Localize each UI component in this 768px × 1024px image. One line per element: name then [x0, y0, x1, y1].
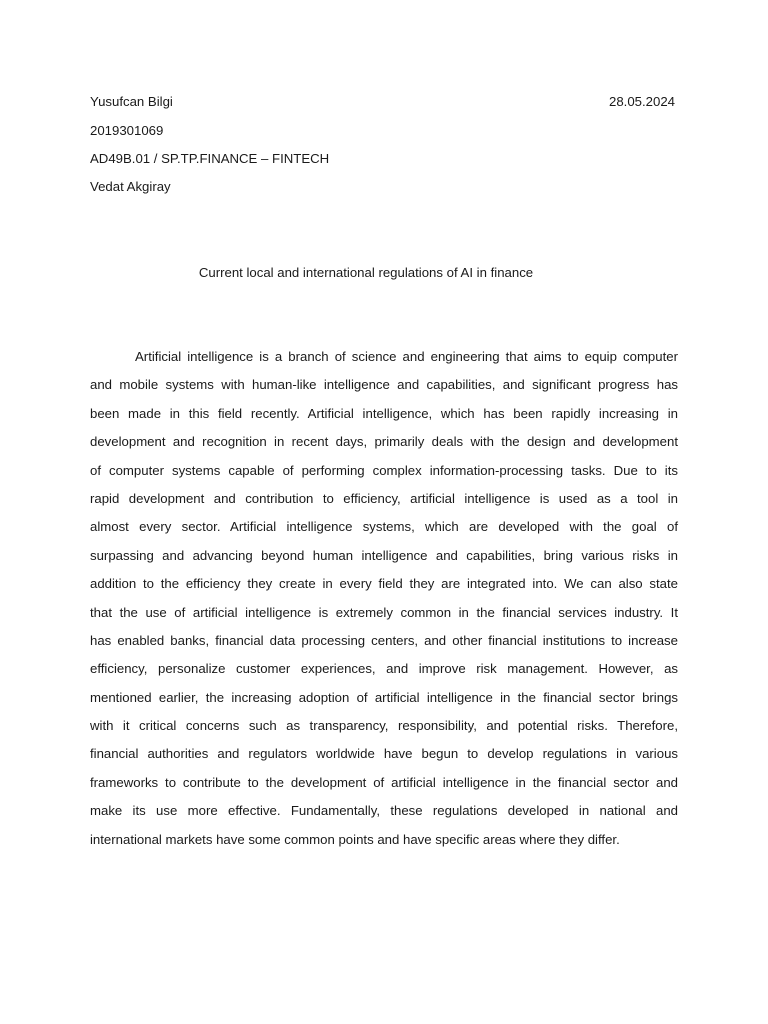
- course-code: AD49B.01 / SP.TP.FINANCE – FINTECH: [90, 151, 330, 166]
- body-line: make its use more effective. Fundamentally, these regulations developed in national and: [90, 803, 678, 819]
- body-line: that the use of artificial intelligence is extremely common in the financial services industry. It: [90, 604, 678, 620]
- body-line: with it critical concerns such as transparency, responsibility, and potential risks. Therefore,: [90, 718, 678, 734]
- body-line: has enabled banks, financial data processing centers, and other financial institutions to increase: [90, 632, 678, 648]
- body-line: mentioned earlier, the increasing adoption of artificial intelligence in the financial sector brings: [90, 689, 678, 705]
- body-line: rapid development and contribution to efficiency, artificial intelligence is used as a tool in: [90, 490, 678, 506]
- body-line: and mobile systems with human-like intelligence and capabilities, and significant progress has: [90, 377, 678, 393]
- body-line: Artificial intelligence is a branch of science and engineering that aims to equip computer: [135, 349, 678, 364]
- body-line: addition to the efficiency they create in every field they are integrated into. We can also state: [90, 576, 678, 592]
- body-line: of computer systems capable of performing complex information-processing tasks. Due to its: [90, 462, 678, 478]
- instructor-name: Vedat Akgiray: [90, 179, 171, 194]
- body-line: almost every sector. Artificial intelligence systems, which are developed with the goal of: [90, 519, 678, 535]
- body-line: financial authorities and regulators worldwide have begun to develop regulations in various: [90, 746, 678, 762]
- body-line: efficiency, personalize customer experiences, and improve risk management. However, as: [90, 661, 678, 677]
- student-id: 2019301069: [90, 123, 164, 138]
- author-name: Yusufcan Bilgi: [90, 94, 173, 109]
- body-line: been made in this field recently. Artificial intelligence, which has been rapidly increasing in: [90, 405, 678, 421]
- body-line: surpassing and advancing beyond human intelligence and capabilities, bring various risks in: [90, 547, 678, 563]
- body-line: frameworks to contribute to the development of artificial intelligence in the financial sector and: [90, 774, 678, 790]
- body-paragraph: [90, 348, 678, 859]
- body-line: international markets have some common points and have specific areas where they differ.: [90, 831, 620, 847]
- body-line: development and recognition in recent days, primarily deals with the design and development: [90, 434, 678, 450]
- document-date: 28.05.2024: [608, 94, 675, 109]
- document-title: Current local and international regulations of AI in finance: [198, 265, 534, 280]
